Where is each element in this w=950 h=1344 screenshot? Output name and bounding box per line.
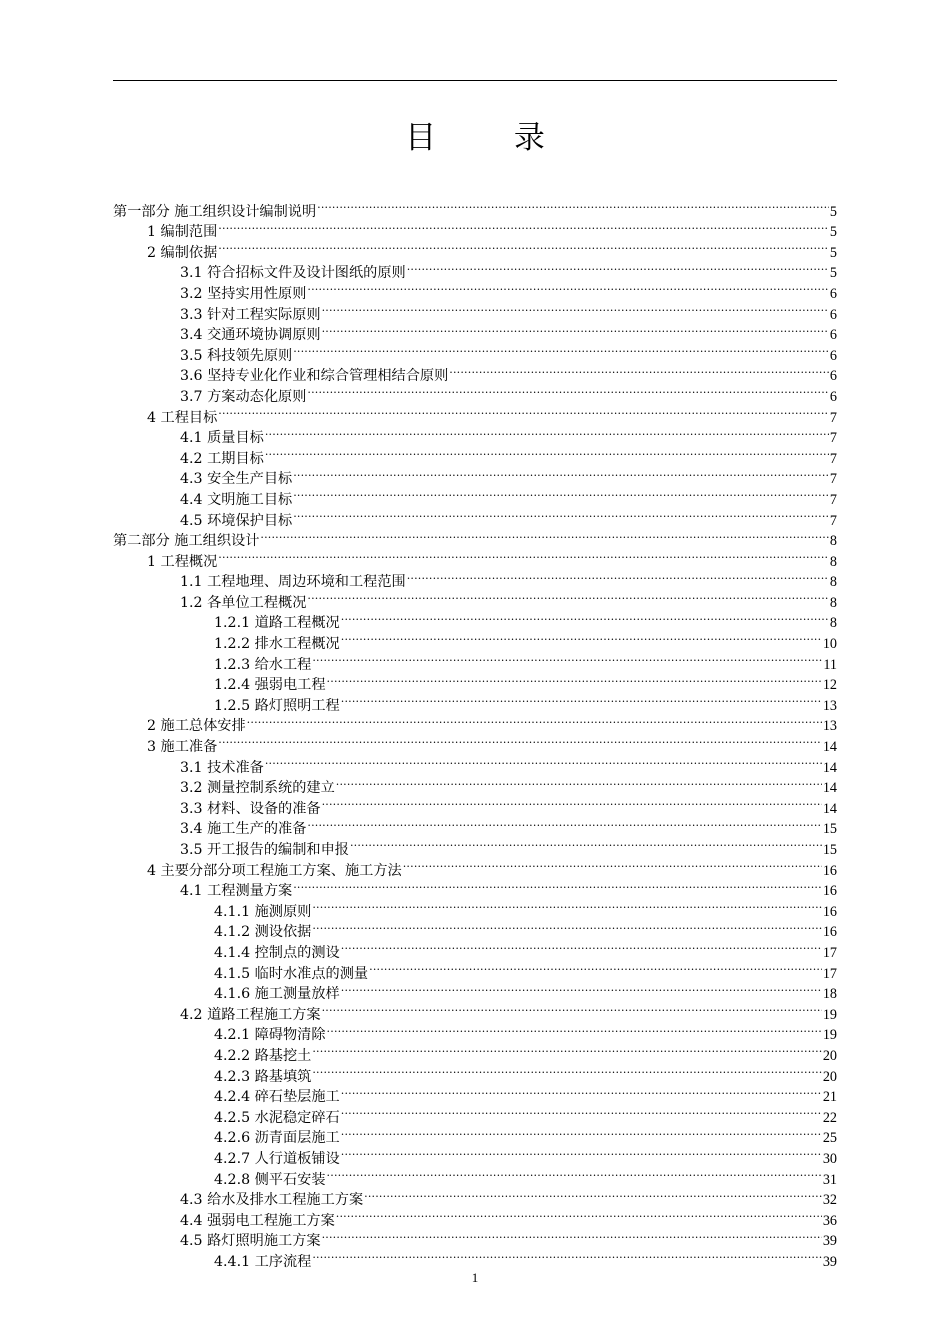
toc-entry[interactable] (113, 401, 837, 426)
toc-entry[interactable] (113, 1245, 837, 1270)
toc-entry-page: 32 (822, 1192, 837, 1209)
toc-entry-label: 3.7 方案动态化原则 (180, 388, 307, 405)
toc-entry-page: 8 (829, 533, 837, 550)
toc-entry[interactable] (113, 257, 837, 282)
toc-entry-page: 17 (822, 944, 837, 961)
toc-leader-dots (322, 319, 829, 340)
toc-entry[interactable] (113, 710, 837, 735)
toc-entry[interactable] (113, 627, 837, 653)
toc-entry-page: 17 (822, 965, 837, 982)
toc-leader-dots (449, 360, 829, 381)
toc-entry-label: 4.1.1 施测原则 (214, 903, 312, 920)
toc-entry[interactable] (113, 504, 837, 529)
toc-leader-dots (218, 730, 822, 751)
toc-leader-dots (265, 442, 829, 463)
toc-entry-label: 4.1.2 测设依据 (214, 924, 312, 941)
toc-entry[interactable] (113, 277, 837, 302)
toc-entry-label: 4.2 工期目标 (180, 450, 264, 467)
toc-entry[interactable] (113, 916, 837, 941)
toc-entry-label: 3.6 坚持专业化作业和综合管理相结合原则 (180, 368, 449, 385)
toc-entry[interactable] (113, 957, 837, 982)
toc-entry[interactable] (113, 463, 837, 488)
toc-leader-dots (293, 875, 822, 896)
toc-leader-dots (341, 936, 822, 957)
toc-leader-dots (312, 1039, 821, 1060)
toc-entry-page: 16 (822, 862, 837, 879)
toc-entry[interactable] (113, 1081, 837, 1106)
toc-entry-page: 39 (822, 1233, 837, 1250)
toc-entry[interactable] (113, 998, 837, 1023)
toc-leader-dots (293, 339, 829, 360)
toc-entry-label: 3.4 交通环境协调原则 (180, 327, 321, 344)
page-title: 目 录 (405, 120, 579, 156)
toc-entry-page: 6 (829, 327, 837, 344)
toc-entry-page: 14 (822, 759, 837, 776)
toc-leader-dots (312, 1245, 821, 1266)
toc-entry-page: 5 (829, 203, 837, 220)
toc-entry-label: 4.1.6 施工测量放样 (214, 986, 340, 1003)
toc-leader-dots (341, 689, 822, 710)
toc-entry-page: 39 (822, 1253, 837, 1270)
toc-leader-dots (322, 998, 822, 1019)
toc-entry-label: 4.1 质量目标 (180, 430, 264, 447)
toc-entry-label: 3.3 针对工程实际原则 (180, 306, 321, 323)
toc-entry-page: 14 (822, 739, 837, 756)
toc-entry-label: 3.1 符合招标文件及设计图纸的原则 (180, 265, 406, 282)
toc-entry[interactable] (113, 545, 837, 570)
toc-entry[interactable] (113, 319, 837, 344)
toc-entry-label: 1.1 工程地理、周边环境和工程范围 (180, 574, 406, 591)
toc-leader-dots (407, 257, 829, 278)
toc-leader-dots (341, 978, 822, 999)
toc-entry-page: 14 (822, 800, 837, 817)
toc-leader-dots (307, 380, 829, 401)
toc-entry-label: 4 工程目标 (147, 409, 218, 426)
toc-entry-label: 2 施工总体安排 (147, 718, 246, 735)
toc-entry[interactable] (113, 298, 837, 323)
toc-leader-dots (265, 751, 822, 772)
toc-entry-page: 5 (829, 265, 837, 282)
toc-entry-label: 4.2.5 水泥稳定碎石 (214, 1109, 340, 1126)
toc-entry-page: 8 (829, 594, 837, 611)
toc-entry[interactable] (113, 1101, 837, 1126)
toc-entry[interactable] (113, 813, 837, 838)
toc-entry-page: 10 (822, 636, 837, 653)
toc-entry[interactable] (113, 566, 837, 591)
toc-entry-page: 13 (822, 697, 837, 714)
toc-entry[interactable] (113, 751, 837, 776)
toc-entry-label: 4.2.8 侧平石安装 (214, 1171, 326, 1188)
toc-leader-dots (327, 669, 822, 690)
toc-entry[interactable] (113, 875, 837, 900)
toc-entry-page: 21 (822, 1089, 837, 1106)
toc-leader-dots (341, 1142, 822, 1163)
toc-entry[interactable] (113, 1019, 837, 1044)
toc-entry[interactable] (113, 1039, 837, 1064)
toc-leader-dots (260, 525, 829, 546)
toc-entry-page: 18 (822, 986, 837, 1003)
toc-entry-label: 1 编制范围 (147, 224, 218, 241)
toc-entry[interactable] (113, 1163, 837, 1188)
toc-entry-label: 4.5 环境保护目标 (180, 512, 293, 529)
toc-entry[interactable] (113, 586, 837, 611)
toc-entry-label: 4.4 文明施工目标 (180, 491, 293, 508)
toc-entry-page: 8 (829, 615, 837, 632)
toc-leader-dots (341, 1101, 822, 1122)
toc-entry-label: 4.3 给水及排水工程施工方案 (180, 1192, 364, 1209)
toc-leader-dots (327, 1019, 822, 1040)
toc-entry-page: 6 (829, 388, 837, 405)
toc-leader-dots (322, 298, 829, 319)
toc-entry-page: 25 (822, 1130, 837, 1147)
toc-entry[interactable] (113, 689, 837, 714)
toc-entry-label: 3.2 坚持实用性原则 (180, 285, 307, 302)
toc-leader-dots (322, 1225, 822, 1246)
toc-entry-label: 3.3 材料、设备的准备 (180, 800, 321, 817)
toc-entry-page: 19 (822, 1027, 837, 1044)
toc-entry-label: 4.2 道路工程施工方案 (180, 1006, 321, 1023)
toc-entry-page: 16 (822, 883, 837, 900)
toc-leader-dots (218, 236, 829, 257)
toc-leader-dots (247, 710, 822, 731)
toc-entry-page: 20 (822, 1068, 837, 1085)
toc-entry-page: 31 (822, 1171, 837, 1188)
toc-entry-page: 13 (822, 718, 837, 735)
toc-leader-dots (293, 483, 829, 504)
toc-leader-dots (341, 627, 822, 648)
toc-entry-label: 4.4 强弱电工程施工方案 (180, 1212, 335, 1229)
toc-entry-label: 3 施工准备 (147, 739, 218, 756)
toc-leader-dots (317, 195, 829, 216)
toc-entry-page: 6 (829, 285, 837, 302)
toc-entry[interactable] (113, 360, 837, 385)
toc-entry[interactable] (113, 1225, 837, 1250)
toc-entry[interactable] (113, 339, 837, 364)
toc-entry-label: 4.5 路灯照明施工方案 (180, 1233, 321, 1250)
toc-entry-page: 30 (822, 1150, 837, 1167)
toc-leader-dots (312, 895, 821, 916)
toc-leader-dots (307, 277, 829, 298)
toc-leader-dots (341, 1122, 822, 1143)
toc-leader-dots (407, 566, 829, 587)
toc-entry-page: 6 (829, 368, 837, 385)
toc-entry[interactable] (113, 854, 837, 879)
toc-entry-page: 15 (822, 821, 837, 838)
toc-entry-page: 16 (822, 924, 837, 941)
table-of-contents (113, 195, 837, 1270)
toc-entry-label: 4.2.2 路基挖土 (214, 1047, 312, 1064)
toc-entry-label: 4.4.1 工序流程 (214, 1253, 312, 1270)
toc-leader-dots (293, 504, 829, 525)
toc-leader-dots (218, 401, 829, 422)
toc-entry-page: 8 (829, 553, 837, 570)
toc-entry[interactable] (113, 895, 837, 920)
toc-entry-page: 5 (829, 224, 837, 241)
toc-entry-label: 4.3 安全生产目标 (180, 471, 293, 488)
toc-entry[interactable] (113, 833, 837, 858)
toc-leader-dots (364, 1184, 822, 1205)
toc-entry-page: 7 (829, 450, 837, 467)
toc-leader-dots (336, 772, 822, 793)
toc-entry-page: 19 (822, 1006, 837, 1023)
toc-entry-page: 16 (822, 903, 837, 920)
header-rule (113, 80, 837, 81)
toc-leader-dots (322, 792, 822, 813)
toc-leader-dots (369, 957, 822, 978)
toc-entry[interactable] (113, 1142, 837, 1167)
toc-entry-label: 1.2.4 强弱电工程 (214, 677, 326, 694)
toc-leader-dots (265, 422, 829, 443)
toc-entry-label: 1.2 各单位工程概况 (180, 594, 307, 611)
toc-leader-dots (312, 916, 821, 937)
toc-leader-dots (403, 854, 822, 875)
toc-leader-dots (341, 607, 829, 628)
toc-entry[interactable] (113, 1184, 837, 1209)
toc-leader-dots (341, 1081, 822, 1102)
toc-entry[interactable] (113, 483, 837, 508)
toc-entry-label: 3.5 科技领先原则 (180, 347, 293, 364)
toc-leader-dots (307, 586, 829, 607)
toc-entry[interactable] (113, 648, 837, 673)
toc-entry-label: 4.2.6 沥青面层施工 (214, 1130, 340, 1147)
toc-entry-label: 4 主要分部分项工程施工方案、施工方法 (147, 862, 402, 879)
page-number: 1 (471, 1270, 479, 1285)
toc-entry-page: 7 (829, 409, 837, 426)
toc-entry-label: 第一部分 施工组织设计编制说明 (113, 203, 317, 220)
toc-entry[interactable] (113, 216, 837, 241)
toc-entry[interactable] (113, 1122, 837, 1147)
toc-entry-label: 3.2 测量控制系统的建立 (180, 780, 335, 797)
toc-entry-page: 6 (829, 306, 837, 323)
toc-entry-label: 3.1 技术准备 (180, 759, 264, 776)
toc-leader-dots (336, 1204, 822, 1225)
toc-entry-page: 22 (822, 1109, 837, 1126)
toc-entry-label: 3.4 施工生产的准备 (180, 821, 307, 838)
toc-entry[interactable] (113, 1204, 837, 1229)
toc-entry-label: 3.5 开工报告的编制和申报 (180, 842, 349, 858)
toc-leader-dots (307, 813, 821, 834)
toc-entry-label: 1.2.2 排水工程概况 (214, 636, 340, 653)
toc-entry-page: 20 (822, 1047, 837, 1064)
toc-entry-page: 11 (823, 656, 837, 673)
toc-entry[interactable] (113, 525, 837, 550)
toc-entry[interactable] (113, 978, 837, 1003)
toc-entry[interactable] (113, 792, 837, 817)
toc-entry-label: 第二部分 施工组织设计 (113, 533, 260, 550)
toc-entry-page: 36 (822, 1212, 837, 1229)
toc-entry-page: 7 (829, 471, 837, 488)
toc-entry[interactable] (113, 195, 837, 220)
toc-entry-label: 4.2.1 障碍物清除 (214, 1027, 326, 1044)
toc-entry-label: 1.2.1 道路工程概况 (214, 615, 340, 632)
toc-entry-page: 15 (822, 842, 837, 858)
toc-entry-page: 5 (829, 244, 837, 261)
toc-entry-label: 4.1.5 临时水准点的测量 (214, 965, 369, 982)
toc-entry-page: 12 (822, 677, 837, 694)
toc-leader-dots (327, 1163, 822, 1184)
toc-entry[interactable] (113, 772, 837, 797)
toc-leader-dots (312, 1060, 821, 1081)
toc-entry[interactable] (113, 236, 837, 261)
toc-leader-dots (293, 463, 829, 484)
toc-entry[interactable] (113, 422, 837, 447)
toc-entry-label: 4.2.4 碎石垫层施工 (214, 1089, 340, 1106)
toc-leader-dots (218, 545, 829, 566)
toc-entry-label: 1.2.3 给水工程 (214, 656, 312, 673)
toc-leader-dots (218, 216, 829, 237)
toc-entry-label: 4.1.4 控制点的测设 (214, 944, 340, 961)
toc-entry[interactable] (113, 936, 837, 961)
toc-entry-page: 7 (829, 430, 837, 447)
toc-entry-page: 7 (829, 512, 837, 529)
toc-entry[interactable] (113, 669, 837, 694)
toc-entry[interactable] (113, 1060, 837, 1085)
toc-entry[interactable] (113, 442, 837, 467)
toc-entry-label: 4.2.7 人行道板铺设 (214, 1150, 340, 1167)
toc-entry-page: 8 (829, 574, 837, 591)
toc-entry[interactable] (113, 730, 837, 756)
toc-entry-label: 4.2.3 路基填筑 (214, 1068, 312, 1085)
toc-entry-page: 14 (822, 780, 837, 797)
toc-entry-page: 6 (829, 347, 837, 364)
toc-entry[interactable] (113, 380, 837, 405)
toc-leader-dots (350, 833, 822, 854)
toc-entry-label: 2 编制依据 (147, 244, 218, 261)
toc-entry-label: 1.2.5 路灯照明工程 (214, 697, 340, 714)
toc-entry[interactable] (113, 607, 837, 632)
toc-entry-label: 1 工程概况 (147, 553, 218, 570)
toc-entry-page: 7 (829, 491, 837, 508)
toc-entry-label: 4.1 工程测量方案 (180, 883, 293, 900)
toc-leader-dots (312, 648, 822, 669)
